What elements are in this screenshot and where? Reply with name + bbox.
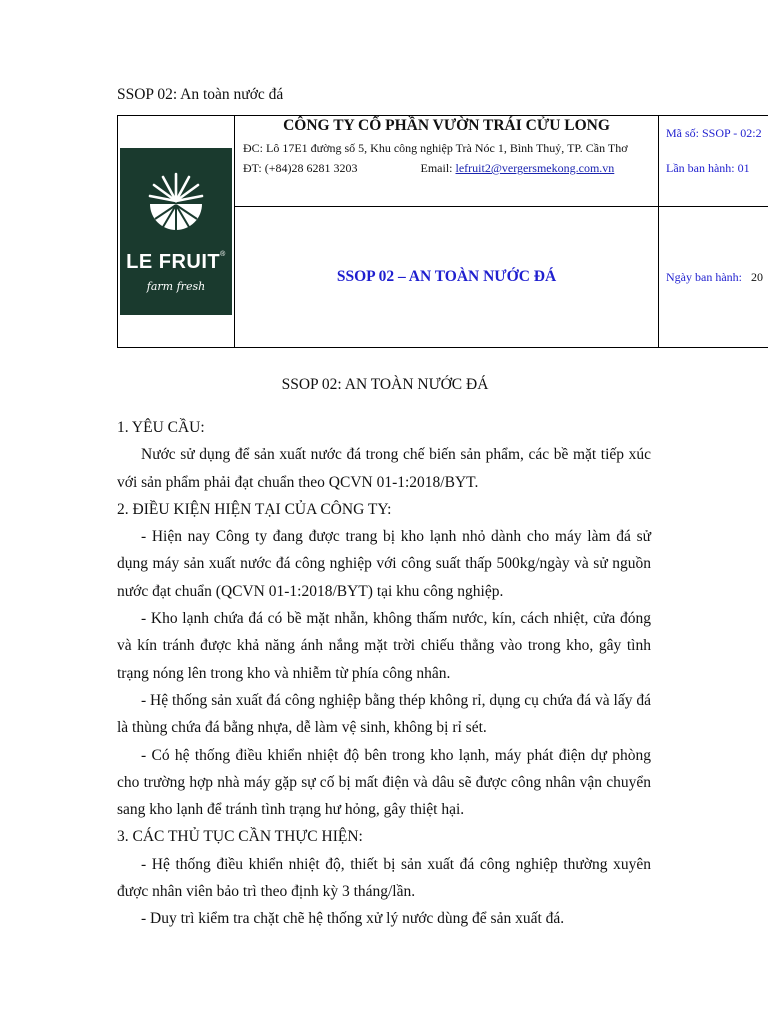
body-paragraph: - Hệ thống điều khiển nhiệt độ, thiết bị sản xuất đá công nghiệp thường xuyên được nhân viên bảo trì theo định kỳ 3 tháng/lần.: [117, 855, 651, 901]
body-paragraph: - Có hệ thống điều khiển nhiệt độ bên trong kho lạnh, máy phát điện dự phòng cho trường hợp nhà máy gặp sự cố bị mất điện và dâu sẽ được công nhân vận chuyển sang kho lạnh để tránh tình trạng hư hỏng, gây thiệt hại.: [117, 746, 651, 819]
document-header-table: [117, 115, 768, 348]
body-paragraph: - Duy trì kiểm tra chặt chẽ hệ thống xử lý nước dùng để sản xuất đá.: [141, 910, 565, 928]
company-name: CÔNG TY CỔ PHẦN VƯỜN TRÁI CỬU LONG: [283, 117, 610, 134]
registered-mark: ®: [220, 251, 226, 258]
document-title: SSOP 02 – AN TOÀN NƯỚC ĐÁ: [336, 268, 557, 285]
section-heading: SSOP 02: AN TOÀN NƯỚC ĐÁ: [281, 376, 489, 393]
document-body: [117, 414, 651, 933]
body-paragraph: - Hiện nay Công ty đang được trang bị kho lạnh nhỏ dành cho máy làm đá sử dụng máy sản xuất nước đá công nghiệp với công suất thấp 500kg/ngày và sử nguồn nước đạt chuẩn (QCVN 01-1:2018/BYT) tại khu công nghiệp.: [117, 528, 651, 600]
logo-tagline: farm fresh: [146, 280, 206, 293]
page-heading: SSOP 02: An toàn nước đá: [117, 86, 284, 103]
company-address: ĐC: Lô 17E1 đường số 5, Khu công nghiệp Trà Nóc 1, Bình Thuỷ, TP. Cần Thơ: [243, 141, 628, 155]
doc-title-cell: [235, 207, 659, 348]
issue-date-value: 20: [750, 269, 763, 284]
body-paragraph: - Kho lạnh chứa đá có bề mặt nhẵn, không thấm nước, kín, cách nhiệt, cửa đóng và kín tránh được khả năng ánh nắng mặt trời chiếu thẳng vào trong kho, gây tình trạng nóng lên trong kho và nhiễm từ phía công nhân.: [117, 610, 651, 682]
section-title: 2. ĐIỀU KIỆN HIỆN TẠI CỦA CÔNG TY:: [117, 500, 392, 518]
edition-number: Lần ban hành: 01: [666, 161, 750, 175]
email-label: Email:: [420, 161, 453, 175]
email-link[interactable]: lefruit2@vergersmekong.com.vn: [455, 161, 615, 175]
logo-name: LE FRUIT: [126, 251, 221, 273]
sun-rays-logo-icon: [146, 170, 206, 232]
section-title: 1. YÊU CẦU:: [117, 419, 205, 436]
document-code: Mã số: SSOP - 02:2: [666, 126, 762, 140]
body-paragraph: - Hệ thống sản xuất đá công nghiệp bằng thép không rỉ, dụng cụ chứa đá và lấy đá là thùng chứa đá bằng nhựa, dễ làm vệ sinh, không bị rỉ sét.: [117, 691, 651, 737]
company-phone: ĐT: (+84)28 6281 3203: [243, 161, 358, 175]
company-logo: [120, 148, 232, 315]
company-info-cell: [235, 116, 659, 207]
contact-row: [243, 158, 650, 178]
logo-cell: [118, 116, 235, 348]
body-paragraph: Nước sử dụng để sản xuất nước đá trong chế biến sản phẩm, các bề mặt tiếp xúc với sản phẩm phải đạt chuẩn theo QCVN 01-1:2018/BYT.: [117, 446, 651, 491]
meta-cell-bottom: [659, 207, 768, 348]
section-title: 3. CÁC THỦ TỤC CẦN THỰC HIỆN:: [117, 828, 363, 846]
meta-cell-top: [659, 116, 768, 207]
issue-date-label: Ngày ban hành:: [666, 269, 742, 284]
